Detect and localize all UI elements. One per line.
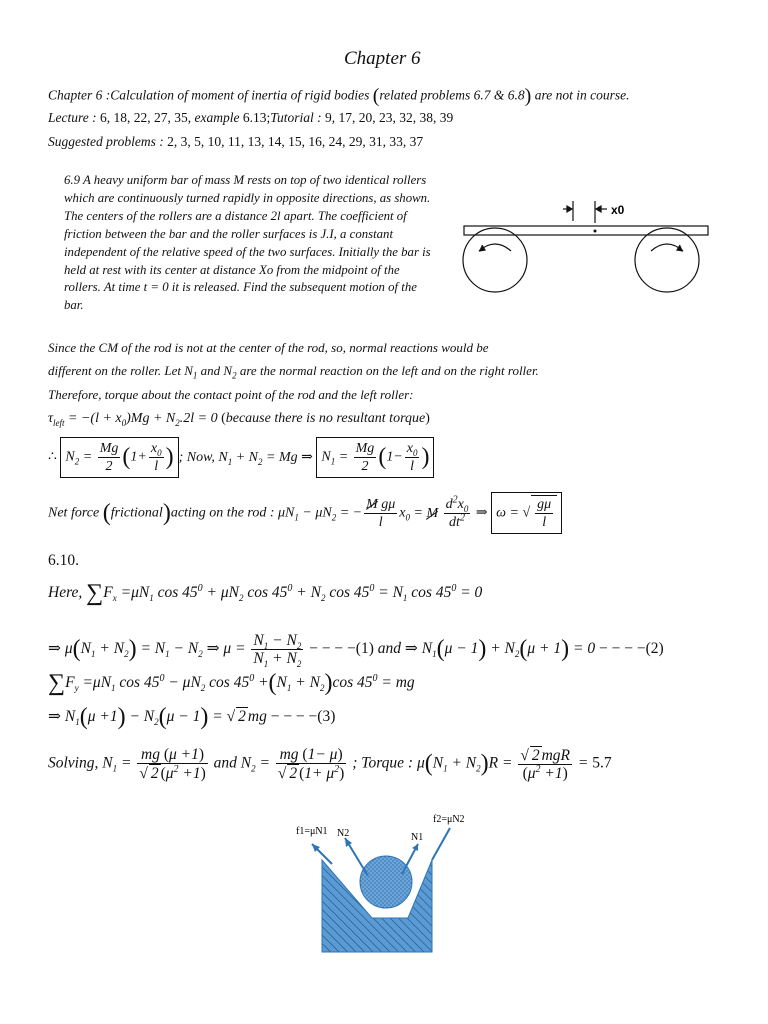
left-roller — [463, 228, 527, 292]
problem-6-10-label: 6.10. — [48, 552, 79, 569]
page-title: Chapter 6 — [344, 48, 421, 69]
right-roller — [635, 228, 699, 292]
eq-sum-fx: Here, $\sum F_x =\mu N_1$ $\cos 45^0 + \mu N_2$ $\cos 45^0 + N_2$ $\cos 45^0 = N_1$ $\cos 45^0 = 0$ — [48, 580, 483, 606]
rollers-figure — [455, 193, 715, 298]
problem-6-9-statement: 6.9 A heavy uniform bar of mass M rests on top of two identical rollers which are continuously turned rapidly in opposite directions, as shown. The centers of the rollers are a distance 2l apart. The coefficient of friction between the bar and the roller surfaces is J.I, a constant independent of the relative speed of the two surfaces. Initially the bar is held at rest with its center at distance Xo from the midpoint of the rollers. At time t = 0 it is released. Find the subsequent motion of the bar. — [64, 173, 431, 313]
torque-result: 5.7 — [592, 754, 612, 772]
n-equations: ∴ $N_2$ = $\frac{Mg}{2}$ (1+ $\frac{x_0}{l}$ ) ; Now, $N_1 + N_2 = Mg$ ⇒ $N_1$ = $\frac{Mg}{2}$ (1− $\frac{x_0}{l}$ ) — [48, 437, 434, 478]
tutorial-values: 9, 17, 20, 23, 32, 38, 39 — [321, 110, 454, 125]
suggested-line — [48, 134, 423, 150]
chapter-line: Chapter 6 :Calculation of moment of inertia of rigid bodies (related problems 6.7 & 6.8) are not in course. — [48, 85, 630, 107]
n1-boxed: $N_1$ = $\frac{Mg}{2}$ (1− $\frac{x_0}{l}$ ) — [316, 437, 434, 478]
net-force-equation: Net force (frictional)acting on the rod : $\mu N_1 - \mu N_2$ = − $\frac{\text{M gμ}}{l}$ $x_0 = M$ $\frac{d^2x_0}{dt^2}$ ⇒ ω = √ $\frac{g\mu}{l}$ — [48, 492, 562, 534]
eq-3: ⇒ $N_1(\mu +1) - N_2(\mu - 1)$ = √ 2 mg − − − −(3) — [48, 704, 336, 730]
chapter-text: Calculation of moment of inertia of rigid bodies — [110, 87, 373, 103]
chapter-prefix: Chapter 6 : — [48, 87, 111, 103]
related-text: related problems 6.7 & 6.8 — [379, 87, 525, 103]
torque-equation: $\tau_{left} = -(l + x_0)Mg + N_2.2l = 0$ (because there is no resultant torque) — [48, 411, 430, 428]
tutorial-label: Tutorial : — [270, 110, 322, 125]
lecture-line — [48, 110, 453, 126]
eq-sum-fy: $\sum F_y =\mu N_1$ $\cos 45^0 - \mu N_2$ $\cos 45^0 +(N_1 + N_2)\cos$ $45^0$ = mg — [48, 670, 415, 696]
eq-solving: Solving, $N_1$ = $\frac{mg (\mu +1)}{√ 2 (\mu^2 +1)}$ and $N_2$ = $\frac{mg (1- \mu)}{√ 2 (1+ \mu^2)}$ ; Torque : $\mu(N_1 + N_2)R$ = $\frac{\text{√ 2 mgR}}{(\mu^2 +1)}$ = 5.7 — [48, 746, 612, 782]
n1-label: N1 — [411, 832, 424, 843]
eq-mu-relation: ⇒ $\mu(N_1 + N_2) = N_1 - N_2$ ⇒ μ = $\frac{N_1 - N_2}{N_1 + N_2}$ − − − −(1) and ⇒ $N_1(\mu - 1) + N_2(\mu + 1) = 0$ − − − −(2) — [48, 632, 664, 670]
lecture-values: 6, 18, 22, 27, 35, — [96, 110, 195, 125]
not-in-course: are not in course. — [531, 87, 630, 103]
f2-line — [432, 828, 450, 860]
v-groove-figure — [290, 810, 490, 960]
n2-boxed: $N_2$ = $\frac{Mg}{2}$ (1+ $\frac{x_0}{l}$ ) — [60, 437, 178, 478]
lecture-label: Lecture : — [48, 110, 97, 125]
example-value: 6.13; — [239, 110, 271, 125]
omega-boxed: ω = √ $\frac{g\mu}{l}$ — [491, 492, 562, 534]
solution-line-1: Since the CM of the rod is not at the center of the rod, so, normal reactions would be — [48, 340, 489, 355]
sphere — [360, 856, 412, 908]
x0-label: x0 — [611, 203, 625, 217]
suggested-label: Suggested problems : — [48, 134, 164, 149]
solution-line-3: Therefore, torque about the contact point of the rod and the left roller: — [48, 387, 414, 402]
example-label: example — [194, 110, 240, 125]
f1-label: f1=μN1 — [296, 826, 328, 837]
suggested-values: 2, 3, 5, 10, 11, 13, 14, 15, 16, 24, 29, 31, 33, 37 — [163, 134, 424, 149]
bar-shape — [464, 226, 708, 235]
solution-line-2: different on the roller. Let $N_1$ and $N_2$ are the normal reaction on the left and on the right roller. — [48, 363, 539, 381]
f2-label: f2=μN2 — [433, 814, 465, 825]
n2-label: N2 — [337, 828, 350, 839]
